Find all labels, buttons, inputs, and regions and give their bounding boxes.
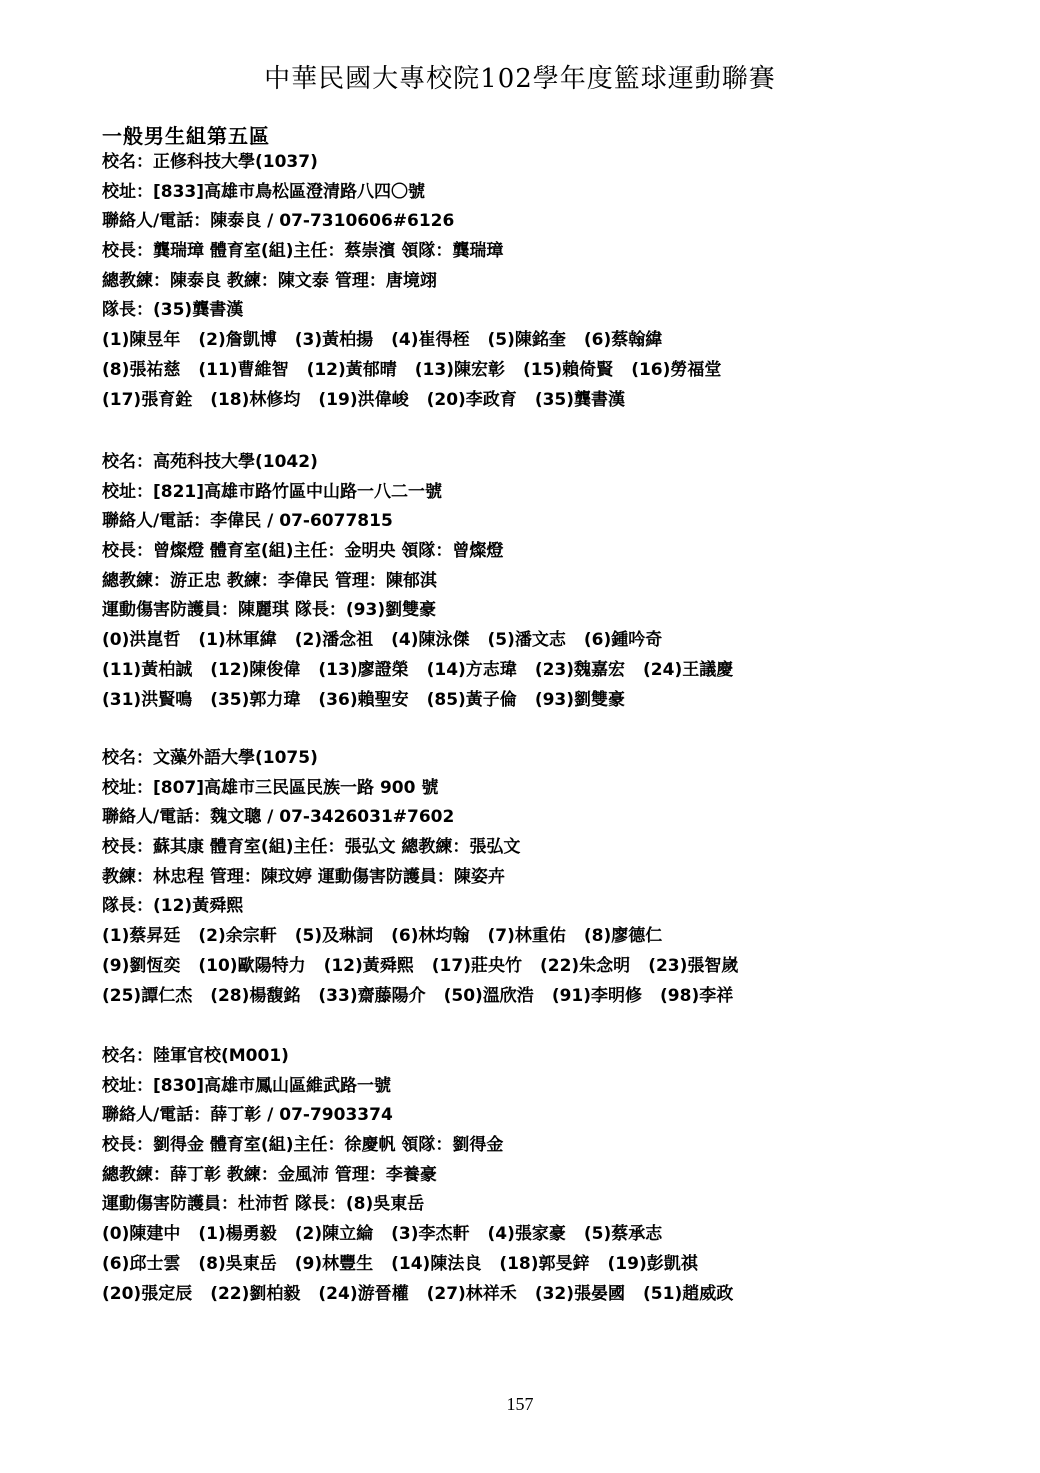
player-entry: (4)陳泳傑 [391, 630, 470, 651]
info-line: 校長：曾燦燈 體育室(組)主任：金明央 領隊：曾燦燈 [102, 541, 504, 562]
school-block [102, 148, 1002, 415]
player-entry: (24)游晉權 [318, 1283, 409, 1304]
info-line: 總教練：薛丁彰 教練：金風沛 管理：李養豪 [102, 1164, 437, 1185]
player-entry: (4)張家豪 [487, 1224, 566, 1245]
player-entry: (18)林修均 [210, 389, 301, 410]
player-entry: (14)方志瑋 [426, 659, 517, 680]
school-block [102, 448, 1002, 715]
player-entry: (13)廖證榮 [318, 659, 409, 680]
roster-row [102, 952, 1002, 982]
player-entry: (22)劉柏毅 [210, 1283, 301, 1304]
player-entry: (9)林豐生 [294, 1253, 374, 1274]
player-entry: (11)曹維智 [198, 359, 289, 380]
info-line: 校址：[821]高雄市路竹區中山路一八二一號 [102, 481, 443, 502]
player-entry: (7)林重佑 [487, 926, 566, 947]
player-entry: (23)魏嘉宏 [534, 659, 626, 680]
player-entry: (19)彭凱祺 [607, 1253, 698, 1274]
info-line: 校長：蘇其康 體育室(組)主任：張弘文 總教練：張弘文 [102, 837, 521, 858]
school-block [102, 1042, 1002, 1309]
player-entry: (3)李杰軒 [391, 1224, 470, 1245]
player-entry: (1)林軍緯 [198, 630, 277, 651]
player-entry: (6)林均翰 [391, 926, 470, 947]
info-line: 教練：林忠程 管理：陳玟婷 運動傷害防護員：陳姿卉 [102, 866, 505, 887]
player-entry: (9)劉恆奕 [102, 955, 181, 976]
player-entry: (19)洪偉峻 [318, 389, 409, 410]
info-line: 聯絡人/電話：李偉民 / 07-6077815 [102, 511, 393, 532]
player-entry: (1)蔡昇廷 [102, 926, 181, 947]
info-line: 校址：[830]高雄市鳳山區維武路一號 [102, 1075, 392, 1096]
player-entry: (0)洪崑哲 [102, 630, 181, 651]
player-entry: (14)陳法良 [391, 1253, 482, 1274]
player-entry: (11)黃柏誠 [102, 659, 193, 680]
player-entry: (24)王議慶 [643, 659, 734, 680]
player-entry: (8)廖德仁 [583, 926, 663, 947]
info-line: 校長：龔瑞璋 體育室(組)主任：蔡崇濱 領隊：龔瑞璋 [102, 241, 504, 262]
player-entry: (6)鍾吟奇 [583, 630, 663, 651]
player-entry: (0)陳建中 [102, 1224, 181, 1245]
player-entry: (85)黃子倫 [426, 689, 517, 710]
player-entry: (12)黃舜熙 [323, 955, 414, 976]
player-entry: (32)張晏國 [534, 1283, 626, 1304]
info-line: 校名：陸軍官校(M001) [102, 1046, 289, 1066]
school-block [102, 744, 1002, 1011]
player-entry: (12)黃郁晴 [306, 359, 397, 380]
info-line: 聯絡人/電話：魏文聰 / 07-3426031#7602 [102, 807, 455, 828]
group-heading: 一般男生組第五區 [102, 124, 270, 148]
player-entry: (5)及琳詞 [294, 926, 374, 947]
info-line: 總教練：游正忠 教練：李偉民 管理：陳郁淇 [102, 570, 437, 591]
player-entry: (1)陳昱年 [102, 330, 181, 351]
info-line: 校名：正修科技大學(1037) [102, 152, 318, 172]
player-entry: (5)蔡承志 [583, 1224, 663, 1245]
player-entry: (23)張智嵗 [648, 955, 739, 976]
roster-row [102, 1280, 1002, 1310]
player-entry: (33)齋藤陽介 [318, 985, 426, 1006]
roster-row [102, 1250, 1002, 1280]
player-entry: (50)溫欣浩 [443, 985, 534, 1006]
player-entry: (8)張祐慈 [102, 359, 181, 380]
roster-row [102, 922, 1002, 952]
info-line: 總教練：陳泰良 教練：陳文泰 管理：唐境翊 [102, 270, 437, 291]
page-title: 中華民國大專校院102學年度籃球運動聯賽 [264, 64, 776, 94]
player-entry: (20)李政育 [426, 389, 517, 410]
info-line: 校名：高苑科技大學(1042) [102, 452, 318, 472]
player-entry: (36)賴聖安 [318, 689, 409, 710]
roster-row [102, 1220, 1002, 1250]
player-entry: (31)洪賢鳴 [102, 689, 193, 710]
info-line: 校址：[807]高雄市三民區民族一路 900 號 [102, 777, 439, 798]
player-entry: (17)莊央竹 [431, 955, 522, 976]
info-line: 聯絡人/電話：薛丁彰 / 07-7903374 [102, 1105, 393, 1126]
player-entry: (16)勞福堂 [631, 359, 722, 380]
player-entry: (20)張定辰 [102, 1283, 193, 1304]
player-entry: (1)楊勇毅 [198, 1224, 277, 1245]
player-entry: (2)陳立綸 [294, 1224, 374, 1245]
player-entry: (6)邱士雲 [102, 1253, 181, 1274]
player-entry: (98)李祥 [660, 985, 734, 1006]
player-entry: (2)詹凱博 [198, 330, 277, 351]
player-entry: (12)陳俊偉 [210, 659, 301, 680]
player-entry: (25)譚仁杰 [102, 985, 193, 1006]
info-line: 聯絡人/電話：陳泰良 / 07-7310606#6126 [102, 211, 455, 232]
roster-row [102, 326, 1002, 356]
info-line: 校名：文藻外語大學(1075) [102, 748, 318, 768]
player-entry: (13)陳宏彰 [414, 359, 505, 380]
player-entry: (2)余宗軒 [198, 926, 277, 947]
player-entry: (8)吳東岳 [198, 1253, 277, 1274]
player-entry: (22)朱念明 [539, 955, 631, 976]
player-entry: (18)郭旻鋅 [499, 1253, 590, 1274]
roster-row [102, 386, 1002, 416]
roster-row [102, 982, 1002, 1012]
info-line: 隊長：(12)黃舜熙 [102, 896, 244, 917]
player-entry: (15)賴倚賢 [522, 359, 614, 380]
roster-row [102, 656, 1002, 686]
player-entry: (6)蔡翰緯 [583, 330, 663, 351]
player-entry: (5)潘文志 [487, 630, 566, 651]
info-line: 校址：[833]高雄市鳥松區澄清路八四〇號 [102, 181, 426, 202]
player-entry: (35)郭力瑋 [210, 689, 301, 710]
player-entry: (4)崔得桎 [391, 330, 470, 351]
page-number: 157 [506, 1394, 534, 1414]
roster-row [102, 686, 1002, 716]
player-entry: (91)李明修 [551, 985, 643, 1006]
player-entry: (27)林祥禾 [426, 1283, 517, 1304]
player-entry: (17)張育銓 [102, 389, 193, 410]
info-line: 校長：劉得金 體育室(組)主任：徐慶帆 領隊：劉得金 [102, 1135, 504, 1156]
roster-row [102, 356, 1002, 386]
player-entry: (5)陳銘奎 [487, 330, 566, 351]
player-entry: (2)潘念祖 [294, 630, 374, 651]
player-entry: (28)楊馥銘 [210, 985, 301, 1006]
player-entry: (35)龔書漢 [534, 389, 626, 410]
player-entry: (93)劉雙豪 [534, 689, 626, 710]
info-line: 隊長：(35)龔書漢 [102, 300, 244, 321]
player-entry: (51)趙威政 [643, 1283, 734, 1304]
player-entry: (3)黃柏揚 [294, 330, 374, 351]
player-entry: (10)歐陽特力 [198, 955, 306, 976]
roster-row [102, 626, 1002, 656]
info-line: 運動傷害防護員：杜沛哲 隊長：(8)吳東岳 [102, 1194, 425, 1215]
info-line: 運動傷害防護員：陳麗琪 隊長：(93)劉雙豪 [102, 600, 437, 621]
